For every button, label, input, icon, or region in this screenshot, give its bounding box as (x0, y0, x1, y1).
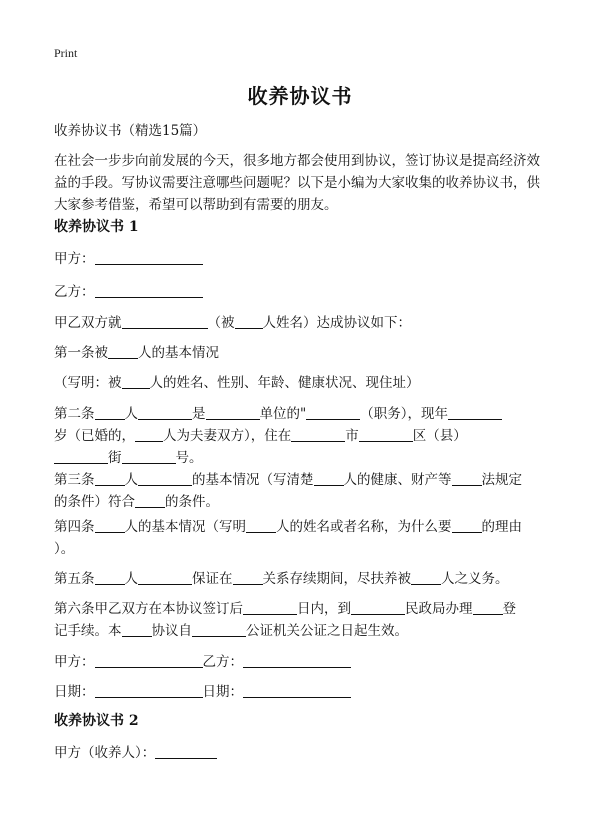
text: 民政局办理 (405, 601, 473, 617)
article-3 (54, 469, 551, 513)
blank-field[interactable] (138, 405, 192, 420)
text: 岁（已婚的， (54, 428, 135, 444)
text: 人为夫妻双方），住在 (163, 428, 292, 444)
party-b-label: 乙方： (54, 284, 95, 300)
party-a-line (54, 248, 551, 270)
blank-field[interactable] (246, 518, 276, 533)
blank-field[interactable] (314, 471, 344, 486)
text: 人姓名）达成协议如下： (262, 315, 411, 331)
text: 人 (124, 406, 138, 422)
text: 号。 (175, 450, 203, 466)
text: 第六条甲乙双方在本协议签订后 (54, 601, 243, 617)
article-5 (54, 568, 551, 590)
text: 日内，到 (297, 601, 351, 617)
text: 公证机关公证之日起生效。 (246, 623, 408, 639)
party-a-label: 甲方： (54, 251, 95, 267)
signature-line (54, 651, 551, 673)
blank-field[interactable] (351, 600, 405, 615)
text: 的条件。 (165, 494, 219, 510)
article-6 (54, 598, 551, 642)
blank-field[interactable] (233, 570, 263, 585)
blank-field[interactable] (54, 449, 108, 464)
section-2-heading: 收养协议书 2 (54, 713, 139, 729)
text: 登 (502, 601, 516, 617)
text: 协议自 (151, 623, 192, 639)
blank-field[interactable] (95, 518, 125, 533)
date-line (54, 681, 551, 703)
blank-field[interactable] (206, 405, 260, 420)
blank-field[interactable] (359, 427, 413, 442)
text: 记手续。本 (54, 623, 122, 639)
article-2 (54, 403, 551, 469)
blank-field[interactable] (155, 744, 217, 759)
text: 单位的" (259, 406, 307, 422)
blank-field[interactable] (95, 471, 125, 486)
text: 街 (108, 450, 122, 466)
blank-field[interactable] (135, 493, 165, 508)
text: 第四条 (54, 519, 95, 535)
blank-field[interactable] (411, 570, 441, 585)
text: 人 (124, 571, 138, 587)
text: 保证在 (192, 571, 233, 587)
document-subtitle: 收养协议书（精选15篇） (54, 123, 207, 139)
blank-field[interactable] (122, 314, 208, 329)
text: 的理由 (481, 519, 522, 535)
text: 的基本情况（写清楚 (192, 472, 314, 488)
blank-field[interactable] (138, 471, 192, 486)
blank-field[interactable] (138, 570, 192, 585)
intro-paragraph: 在社会一步步向前发展的今天，很多地方都会使用到协议，签订协议是提高经济效益的手段。写协议需要注意哪些问题呢？以下是小编为大家收集的收养协议书，供大家参考借鉴，希望可以帮助到有需要的朋友。 (54, 153, 540, 213)
text: 的条件）符合 (54, 494, 135, 510)
blank-field[interactable] (452, 471, 482, 486)
blank-field[interactable] (473, 600, 503, 615)
text: ）。 (54, 541, 75, 557)
text: （职务），现年 (360, 406, 448, 422)
text: 区（县） (412, 428, 467, 444)
text: 关系存续期间，尽扶养被 (262, 571, 411, 587)
text: 第一条被 (54, 345, 108, 361)
blank-field[interactable] (122, 622, 152, 637)
blank-field[interactable] (452, 518, 482, 533)
blank-field[interactable] (243, 653, 351, 668)
document-title: 收养协议书 (247, 84, 353, 108)
agreement-line (54, 312, 551, 334)
article-1-note (54, 372, 551, 394)
party-b-sign-label: 乙方： (202, 654, 243, 670)
blank-field[interactable] (108, 344, 138, 359)
blank-field[interactable] (95, 683, 203, 698)
blank-field[interactable] (95, 653, 203, 668)
blank-field[interactable] (95, 405, 125, 420)
blank-field[interactable] (243, 683, 351, 698)
text: 人之义务。 (441, 571, 509, 587)
blank-field[interactable] (122, 374, 150, 389)
text: 人的基本情况（写明 (124, 519, 246, 535)
text: 是 (192, 406, 206, 422)
blank-field[interactable] (243, 600, 297, 615)
blank-field[interactable] (192, 622, 246, 637)
blank-field[interactable] (291, 427, 345, 442)
blank-field[interactable] (135, 427, 163, 442)
text: 人 (124, 472, 138, 488)
print-link[interactable]: Print (54, 46, 78, 60)
party-a-sign-label: 甲方： (54, 654, 95, 670)
text: 法规定 (481, 472, 522, 488)
text: 甲乙双方就 (54, 315, 122, 331)
blank-field[interactable] (235, 314, 263, 329)
text: 第三条 (54, 472, 95, 488)
section-2-party-a (54, 742, 551, 764)
text: 人的基本情况 (138, 345, 219, 361)
text: 第二条 (54, 406, 95, 422)
blank-field[interactable] (95, 570, 125, 585)
section-1-heading: 收养协议书 1 (54, 219, 139, 235)
party-b-line (54, 281, 551, 303)
text: 第五条 (54, 571, 95, 587)
text: （被 (207, 315, 235, 331)
date-b-label: 日期： (202, 684, 243, 700)
text: 市 (345, 428, 359, 444)
text: 人的姓名或者名称，为什么要 (276, 519, 452, 535)
article-4 (54, 516, 551, 560)
blank-field[interactable] (95, 250, 203, 265)
text: （写明：被 (54, 375, 122, 391)
blank-field[interactable] (306, 405, 360, 420)
blank-field[interactable] (122, 449, 176, 464)
blank-field[interactable] (95, 283, 203, 298)
date-a-label: 日期： (54, 684, 95, 700)
blank-field[interactable] (448, 405, 502, 420)
text: 甲方（收养人）： (54, 745, 156, 761)
text: 人的姓名、性别、年龄、健康状况、现住址） (149, 375, 420, 391)
article-1 (54, 342, 551, 364)
text: 人的健康、财产等 (343, 472, 452, 488)
